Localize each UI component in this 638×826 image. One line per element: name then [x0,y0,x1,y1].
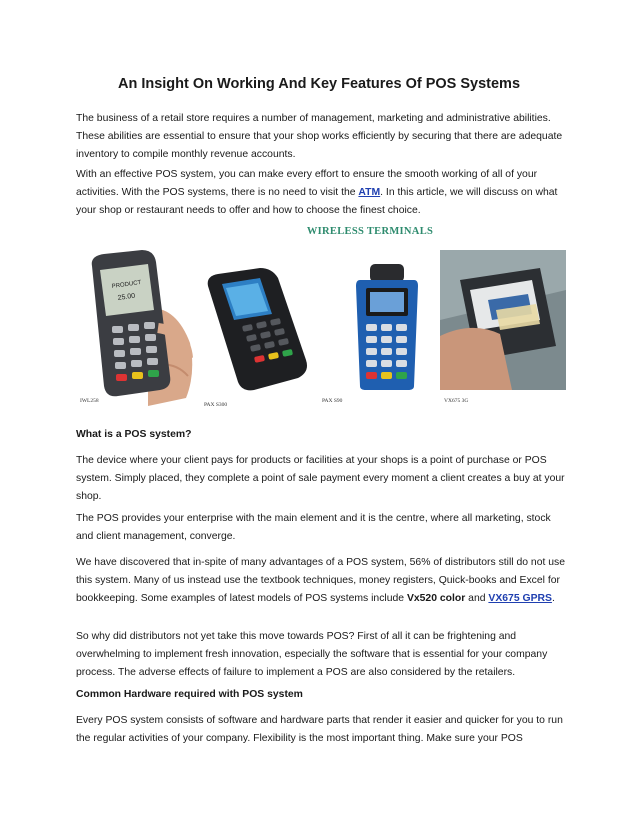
terminal-screen-text-1: PRODUCT [111,279,142,290]
pos-adoption-text-1: We have discovered that in-spite of many advantages of a POS system, 56% of distributors still do not use this system. Many of us instead use the textbook techniques, money registers, Quick-books and Excel for bookkeeping. Some examples of latest models of POS systems include [76,557,565,604]
atm-link[interactable]: ATM [358,187,381,198]
vx520-color-text: Vx520 color [406,593,466,604]
pos-benefit-text-2: . In this article, we will discuss on what your shop or restaurant needs to offer and how to choose the finest choice. [76,187,558,216]
label-iwl258: IWL258 [80,398,99,404]
terminal-screen-text-2: 25.00 [117,292,136,302]
label-pax-s90: PAX S90 [322,398,343,404]
pos-adoption-text-3: . [551,593,555,604]
figure-title: WIRELESS TERMINALS [306,226,434,237]
wireless-terminals-figure [76,226,566,416]
heading-what-is-pos: What is a POS system? [76,429,192,440]
pos-benefit-text-1: With an effective POS system, you can make every effort to ensure the smooth working of all of your activities. With the POS systems, there is no need to visit the [76,169,538,198]
pos-definition-paragraph: The device where your client pays for products or facilities at your shops is a point of purchase or POS system. Simply placed, they complete a point of sale payment every moment a client creates a buy at your shop. [76,455,565,502]
terminal-vx675-image [440,250,566,390]
terminal-pax-s300-image [202,264,312,394]
pos-adoption-text-2: and [465,593,489,604]
intro-paragraph: The business of a retail store requires a number of management, marketing and administrative abilities. These abilities are essential to ensure that your shop works efficiently by securing that there are adequate inventory to compile monthly revenue accounts. [76,113,563,160]
label-pax-s300: PAX S300 [204,402,228,408]
pos-benefit-paragraph [76,166,566,220]
terminal-pax-s90-image [352,262,422,392]
vx675-gprs-link[interactable]: VX675 GPRS [488,593,552,604]
label-vx675-3g: VX675 3G [444,398,469,404]
pos-adoption-paragraph [76,554,566,608]
terminal-iwl258-image [78,248,196,408]
page-title: An Insight On Working And Key Features Of POS Systems [117,76,521,92]
heading-common-hardware: Common Hardware required with POS system [76,689,303,700]
distributors-paragraph: So why did distributors not yet take this move towards POS? First of all it can be frightening and overwhelming to implement fresh innovation, especially the software that is essential for your company process. The adverse effects of failure to implement a POS are also considered by the retailers. [76,631,548,678]
hardware-paragraph: Every POS system consists of software and hardware parts that render it easier and quicker for you to run the regular activities of your company. Flexibility is the most important thing. Make sure your POS [76,715,563,744]
pos-centre-paragraph: The POS provides your enterprise with the main element and it is the centre, where all marketing, stock and client management, converge. [76,513,551,542]
